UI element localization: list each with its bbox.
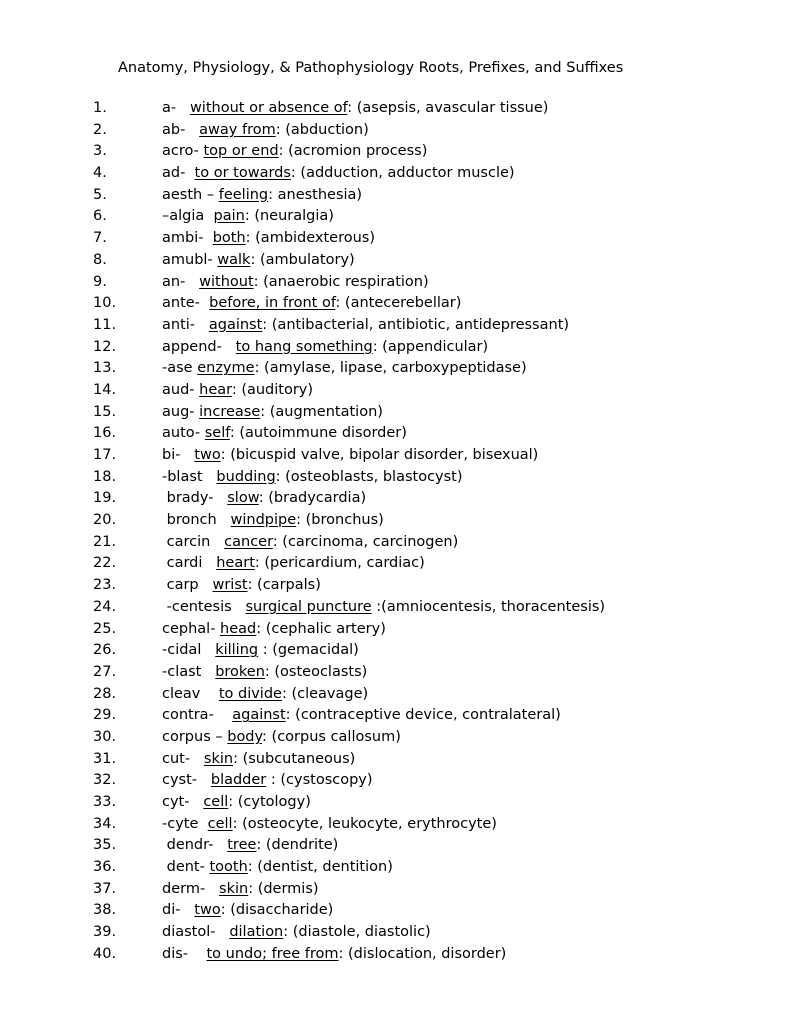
root-meaning: skin: [203, 750, 234, 767]
root-term: carcin: [162, 533, 225, 550]
entry-text: [162, 857, 393, 879]
root-meaning: wrist: [212, 577, 248, 594]
list-item: [0, 358, 791, 380]
entry-text: [162, 705, 561, 727]
entry-text: [162, 727, 401, 749]
entry-text: [162, 228, 375, 250]
root-meaning: increase: [199, 403, 261, 420]
root-meaning: killing: [215, 642, 259, 659]
list-item: [0, 141, 791, 163]
entry-number: 23.: [93, 577, 117, 594]
root-meaning: against: [208, 316, 263, 333]
list-item: [0, 792, 791, 814]
entry-number: 16.: [93, 425, 117, 442]
root-examples: : (ambidexterous): [245, 230, 376, 247]
root-term: carp: [162, 577, 213, 594]
root-meaning: cell: [203, 794, 229, 810]
root-examples: : (cystoscopy): [266, 772, 373, 789]
entry-text: [162, 402, 383, 424]
entry-number: 3.: [93, 143, 107, 160]
list-item: [0, 553, 791, 575]
root-examples: : (dendrite): [256, 837, 339, 854]
root-examples: : (asepsis, avascular tissue): [347, 100, 549, 116]
entry-text: [162, 684, 368, 706]
root-examples: : (carpals): [247, 577, 321, 594]
root-meaning: to hang something: [235, 338, 373, 355]
entry-number: 13.: [93, 360, 117, 377]
root-examples: : (acromion process): [278, 143, 428, 160]
root-meaning: enzyme: [197, 360, 255, 377]
entry-text: [162, 619, 386, 641]
root-term: cephal-: [162, 620, 221, 637]
entry-text: [162, 358, 527, 380]
root-examples: : (antecerebellar): [335, 295, 462, 312]
entry-text: [162, 835, 338, 857]
root-examples: : (augmentation): [260, 403, 383, 420]
list-item: [0, 640, 791, 662]
root-term: aud-: [162, 381, 200, 398]
root-term: bi-: [162, 447, 195, 463]
root-meaning: windpipe: [230, 512, 297, 529]
entry-text: [162, 770, 373, 792]
list-item: [0, 423, 791, 445]
entry-number: 1.: [93, 100, 107, 116]
root-meaning: body: [227, 728, 263, 745]
entry-number: 22.: [93, 555, 117, 572]
root-examples: : (auditory): [231, 381, 314, 398]
entry-list: [0, 98, 791, 966]
root-meaning: broken: [215, 663, 265, 680]
root-term: -centesis: [162, 598, 246, 615]
list-item: [0, 185, 791, 207]
entry-number: 37.: [93, 880, 117, 897]
list-item: [0, 293, 791, 315]
root-examples: : (ambulatory): [250, 251, 355, 268]
entry-text: [162, 814, 497, 836]
entry-text: [162, 532, 458, 554]
root-examples: : (bicuspid valve, bipolar disorder, bisexual): [220, 447, 539, 463]
root-meaning: cancer: [224, 533, 273, 550]
entry-text: [162, 337, 488, 359]
entry-number: 19.: [93, 490, 117, 507]
root-term: ab-: [162, 121, 200, 138]
root-meaning: hear: [199, 381, 232, 398]
root-term: dent-: [162, 859, 210, 876]
root-examples: : (bronchus): [296, 512, 384, 529]
entry-number: 38.: [93, 902, 117, 919]
entry-number: 11.: [93, 316, 117, 333]
list-item: [0, 272, 791, 294]
entry-text: [162, 163, 515, 185]
root-examples: : (cytology): [228, 794, 311, 810]
root-examples: : (corpus callosum): [262, 728, 401, 745]
root-examples: : (abduction): [275, 121, 369, 138]
list-item: [0, 705, 791, 727]
entry-number: 21.: [93, 533, 117, 550]
root-term: brady-: [162, 490, 228, 507]
entry-text: [162, 922, 431, 944]
entry-text: [162, 467, 463, 489]
root-examples: :(amniocentesis, thoracentesis): [371, 598, 606, 615]
root-term: –algia: [162, 208, 214, 225]
entry-number: 14.: [93, 381, 117, 398]
root-meaning: dilation: [229, 924, 284, 941]
root-meaning: slow: [227, 490, 259, 507]
root-term: amubl-: [162, 251, 218, 268]
root-term: aug-: [162, 403, 200, 420]
entry-number: 28.: [93, 685, 117, 702]
entry-text: [162, 900, 333, 922]
root-term: di-: [162, 902, 195, 919]
list-item: [0, 380, 791, 402]
document-title: Anatomy, Physiology, & Pathophysiology Roots, Prefixes, and Suffixes: [118, 60, 624, 76]
root-examples: : (diastole, diastolic): [283, 924, 431, 941]
list-item: [0, 337, 791, 359]
entry-text: [162, 250, 355, 272]
root-meaning: without or absence of: [189, 100, 348, 116]
root-meaning: top or end: [203, 143, 279, 160]
list-item: [0, 619, 791, 641]
entry-number: 31.: [93, 750, 117, 767]
root-term: cleav: [162, 685, 219, 702]
entry-text: [162, 445, 538, 467]
root-term: ambi-: [162, 230, 213, 247]
root-term: cyt-: [162, 794, 204, 810]
list-item: [0, 445, 791, 467]
list-item: [0, 250, 791, 272]
root-meaning: heart: [216, 555, 255, 572]
list-item: [0, 749, 791, 771]
entry-number: 26.: [93, 642, 117, 659]
entry-text: [162, 944, 506, 966]
root-term: an-: [162, 273, 200, 290]
root-examples: : (pericardium, cardiac): [254, 555, 425, 572]
entry-text: [162, 380, 313, 402]
root-examples: : (autoimmune disorder): [229, 425, 407, 442]
root-term: derm-: [162, 880, 220, 897]
entry-text: [162, 120, 369, 142]
list-item: [0, 857, 791, 879]
list-item: [0, 770, 791, 792]
list-item: [0, 835, 791, 857]
root-term: -clast: [162, 663, 216, 680]
list-item: [0, 662, 791, 684]
entry-text: [162, 575, 321, 597]
root-examples: : (osteoclasts): [264, 663, 368, 680]
entry-text: [162, 272, 429, 294]
root-meaning: to undo; free from: [206, 945, 339, 962]
list-item: [0, 510, 791, 532]
entry-text: [162, 662, 367, 684]
root-meaning: before, in front of: [209, 295, 336, 312]
list-item: [0, 206, 791, 228]
root-term: cyst-: [162, 772, 211, 789]
entry-text: [162, 185, 362, 207]
list-item: [0, 727, 791, 749]
entry-number: 6.: [93, 208, 107, 225]
root-term: aesth –: [162, 186, 219, 203]
root-term: append-: [162, 338, 236, 355]
entry-number: 40.: [93, 945, 117, 962]
root-term: -blast: [162, 468, 217, 485]
list-item: [0, 315, 791, 337]
list-item: [0, 684, 791, 706]
root-examples: : (contraceptive device, contralateral): [285, 707, 561, 724]
root-meaning: away from: [199, 121, 276, 138]
list-item: [0, 228, 791, 250]
entry-number: 35.: [93, 837, 117, 854]
root-examples: : (neuralgia): [244, 208, 334, 225]
root-term: diastol-: [162, 924, 230, 941]
list-item: [0, 163, 791, 185]
root-meaning: tree: [227, 837, 257, 854]
list-item: [0, 402, 791, 424]
entry-text: [162, 98, 548, 120]
root-meaning: both: [212, 230, 246, 247]
root-examples: : (dislocation, disorder): [338, 945, 507, 962]
root-examples: : anesthesia): [268, 186, 363, 203]
root-meaning: cell: [207, 815, 233, 832]
root-examples: : (cephalic artery): [256, 620, 386, 637]
root-meaning: budding: [216, 468, 276, 485]
root-meaning: pain: [213, 208, 245, 225]
root-term: corpus –: [162, 728, 228, 745]
root-examples: : (osteoblasts, blastocyst): [275, 468, 463, 485]
entry-text: [162, 879, 319, 901]
root-examples: : (dentist, dentition): [247, 859, 393, 876]
root-examples: : (adduction, adductor muscle): [290, 165, 515, 182]
root-meaning: against: [232, 707, 286, 724]
entry-number: 34.: [93, 815, 117, 832]
entry-number: 36.: [93, 859, 117, 876]
entry-number: 15.: [93, 403, 117, 420]
list-item: [0, 532, 791, 554]
root-examples: : (amylase, lipase, carboxypeptidase): [254, 360, 527, 377]
root-term: -cyte: [162, 815, 208, 832]
entry-number: 20.: [93, 512, 117, 529]
root-examples: : (bradycardia): [258, 490, 367, 507]
entry-number: 7.: [93, 230, 107, 247]
entry-number: 5.: [93, 186, 107, 203]
root-term: dendr-: [162, 837, 228, 854]
entry-number: 18.: [93, 468, 117, 485]
root-meaning: walk: [217, 251, 251, 268]
root-examples: : (gemacidal): [258, 642, 359, 659]
entry-text: [162, 423, 407, 445]
entry-text: [162, 141, 427, 163]
list-item: [0, 575, 791, 597]
entry-text: [162, 597, 605, 619]
root-term: ante-: [162, 295, 210, 312]
entry-number: 39.: [93, 924, 117, 941]
root-examples: : (osteocyte, leukocyte, erythrocyte): [232, 815, 497, 832]
root-meaning: tooth: [209, 859, 248, 876]
entry-text: [162, 488, 366, 510]
root-term: bronch: [162, 512, 231, 529]
root-examples: : (dermis): [248, 880, 319, 897]
list-item: [0, 488, 791, 510]
entry-text: [162, 206, 334, 228]
list-item: [0, 944, 791, 966]
list-item: [0, 467, 791, 489]
root-term: ad-: [162, 165, 195, 182]
root-meaning: two: [194, 447, 221, 463]
root-meaning: to divide: [218, 685, 282, 702]
root-term: acro-: [162, 143, 204, 160]
entry-number: 24.: [93, 598, 117, 615]
root-meaning: surgical puncture: [245, 598, 372, 615]
root-meaning: feeling: [218, 186, 269, 203]
entry-number: 8.: [93, 251, 107, 268]
root-term: dis-: [162, 945, 207, 962]
entry-number: 33.: [93, 794, 117, 810]
list-item: [0, 98, 791, 120]
root-term: cardi: [162, 555, 217, 572]
list-item: [0, 120, 791, 142]
entry-number: 30.: [93, 728, 117, 745]
entry-text: [162, 792, 311, 814]
entry-number: 29.: [93, 707, 117, 724]
root-examples: : (antibacterial, antibiotic, antidepressant): [262, 316, 570, 333]
entry-number: 9.: [93, 273, 107, 290]
list-item: [0, 597, 791, 619]
entry-text: [162, 510, 384, 532]
root-meaning: self: [204, 425, 230, 442]
entry-text: [162, 553, 425, 575]
root-examples: : (disaccharide): [220, 902, 334, 919]
root-term: contra-: [162, 707, 233, 724]
root-examples: : (appendicular): [372, 338, 489, 355]
root-term: -cidal: [162, 642, 216, 659]
entry-number: 10.: [93, 295, 117, 312]
entry-number: 2.: [93, 121, 107, 138]
list-item: [0, 900, 791, 922]
root-examples: : (anaerobic respiration): [253, 273, 429, 290]
root-term: auto-: [162, 425, 205, 442]
entry-text: [162, 315, 569, 337]
list-item: [0, 879, 791, 901]
root-meaning: without: [199, 273, 254, 290]
root-examples: : (cleavage): [281, 685, 369, 702]
root-examples: : (subcutaneous): [233, 750, 356, 767]
root-term: anti-: [162, 316, 209, 333]
entry-number: 32.: [93, 772, 117, 789]
root-meaning: to or towards: [194, 165, 291, 182]
root-meaning: skin: [219, 880, 249, 897]
entry-text: [162, 640, 359, 662]
list-item: [0, 922, 791, 944]
entry-number: 27.: [93, 663, 117, 680]
root-meaning: head: [220, 620, 257, 637]
entry-number: 12.: [93, 338, 117, 355]
root-term: -ase: [162, 360, 198, 377]
entry-number: 17.: [93, 447, 117, 463]
root-examples: : (carcinoma, carcinogen): [272, 533, 459, 550]
entry-number: 4.: [93, 165, 107, 182]
root-meaning: bladder: [210, 772, 267, 789]
list-item: [0, 814, 791, 836]
entry-text: [162, 749, 355, 771]
root-term: a-: [162, 100, 190, 116]
root-term: cut-: [162, 750, 204, 767]
entry-text: [162, 293, 461, 315]
entry-number: 25.: [93, 620, 117, 637]
root-meaning: two: [194, 902, 221, 919]
